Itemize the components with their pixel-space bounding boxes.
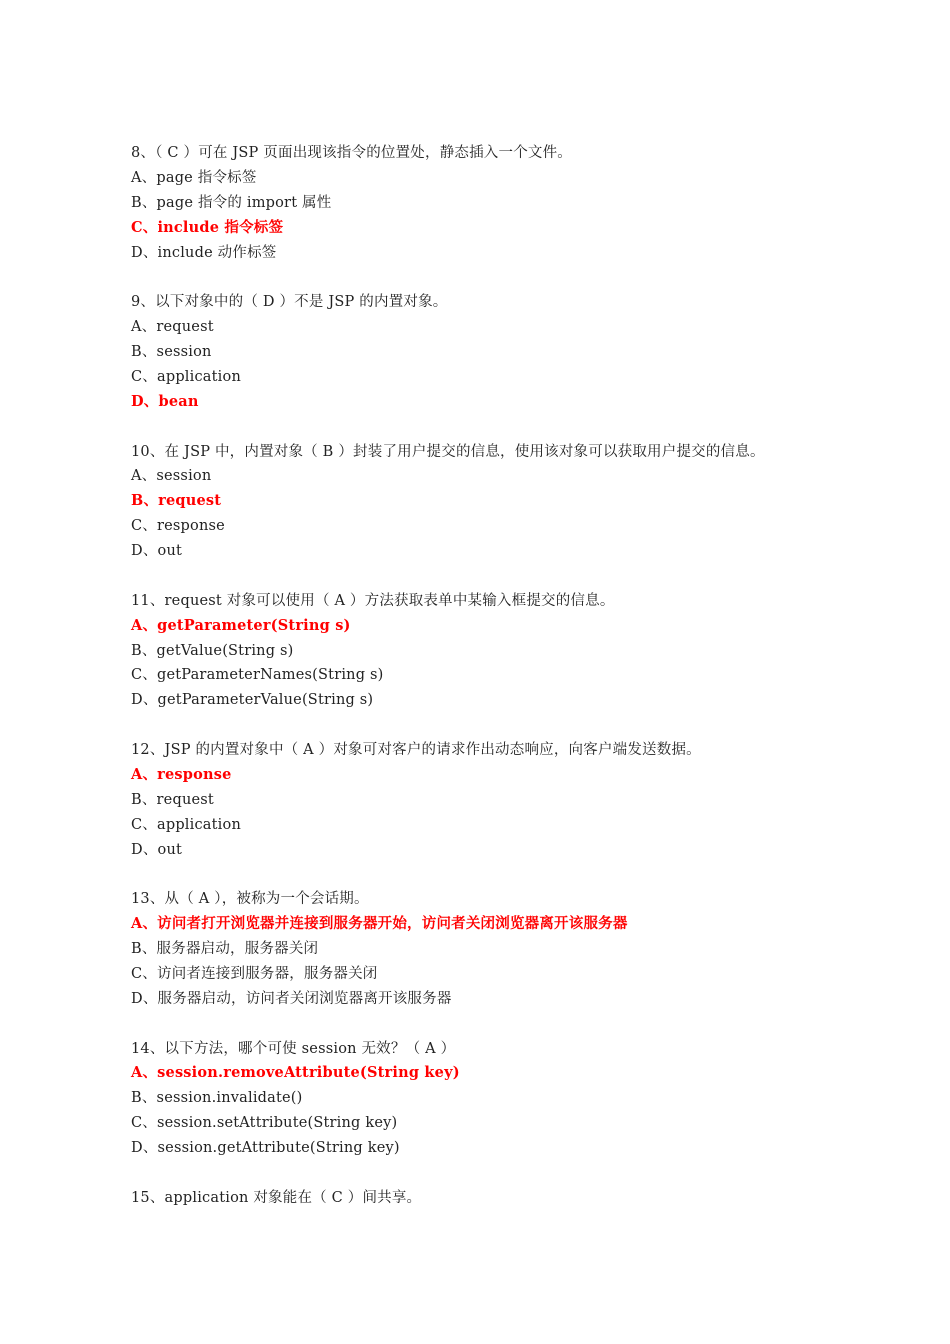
answer-option-correct: A、session.removeAttribute(String key) bbox=[131, 1064, 460, 1082]
answer-option: A、page 指令标签 bbox=[131, 169, 257, 186]
answer-option: D、out bbox=[131, 543, 183, 560]
question-stem: 15、application 对象能在（ C ）间共享。 bbox=[131, 1189, 422, 1206]
question-block bbox=[131, 290, 931, 414]
answer-option: B、page 指令的 import 属性 bbox=[131, 194, 332, 211]
question-stem: 9、以下对象中的（ D ）不是 JSP 的内置对象。 bbox=[131, 294, 448, 311]
question-block bbox=[131, 887, 931, 1011]
answer-option: C、application bbox=[131, 816, 241, 833]
answer-option: D、服务器启动，访问者关闭浏览器离开该服务器 bbox=[131, 990, 452, 1007]
answer-option: D、getParameterValue(String s) bbox=[131, 692, 374, 709]
answer-option: C、getParameterNames(String s) bbox=[131, 667, 384, 684]
question-block bbox=[131, 1037, 931, 1161]
question-stem: 8、（ C ）可在 JSP 页面出现该指令的位置处，静态插入一个文件。 bbox=[131, 145, 573, 161]
answer-option: B、session bbox=[131, 344, 212, 361]
question-stem: 14、以下方法，哪个可使 session 无效？（ A ） bbox=[131, 1040, 456, 1057]
question-block bbox=[131, 440, 931, 564]
answer-option: D、out bbox=[131, 841, 183, 858]
question-stem: 12、JSP 的内置对象中（ A ）对象可对客户的请求作出动态响应，向客户端发送数据。 bbox=[131, 742, 701, 758]
answer-option: D、session.getAttribute(String key) bbox=[131, 1140, 400, 1157]
answer-option-correct: A、getParameter(String s) bbox=[131, 616, 351, 634]
question-stem: 11、request 对象可以使用（ A ）方法获取表单中某输入框提交的信息。 bbox=[131, 592, 615, 609]
answer-option-correct: A、response bbox=[131, 765, 232, 783]
question-stem: 13、从（ A ），被称为一个会话期。 bbox=[131, 891, 369, 908]
answer-option: C、response bbox=[131, 518, 225, 535]
answer-option: B、session.invalidate() bbox=[131, 1090, 303, 1107]
answer-option: C、访问者连接到服务器，服务器关闭 bbox=[131, 965, 378, 982]
answer-option: B、服务器启动，服务器关闭 bbox=[131, 941, 319, 958]
question-block bbox=[131, 738, 931, 862]
answer-option: C、application bbox=[131, 368, 241, 385]
answer-option: A、session bbox=[131, 468, 212, 485]
question-block bbox=[131, 141, 931, 265]
question-block bbox=[131, 589, 931, 713]
answer-option-correct: C、include 指令标签 bbox=[131, 218, 284, 236]
question-block bbox=[131, 1186, 931, 1211]
question-stem: 10、在 JSP 中，内置对象（ B ）封装了用户提交的信息，使用该对象可以获取用户提交的信息。 bbox=[131, 443, 765, 460]
question-list bbox=[131, 141, 931, 1235]
answer-option-correct: D、bean bbox=[131, 392, 199, 410]
answer-option-correct: A、访问者打开浏览器并连接到服务器开始，访问者关闭浏览器离开该服务器 bbox=[131, 915, 628, 933]
answer-option: C、session.setAttribute(String key) bbox=[131, 1115, 398, 1132]
answer-option: B、request bbox=[131, 791, 214, 808]
answer-option: B、getValue(String s) bbox=[131, 642, 294, 659]
answer-option: A、request bbox=[131, 319, 214, 336]
answer-option-correct: B、request bbox=[131, 492, 222, 510]
answer-option: D、include 动作标签 bbox=[131, 244, 277, 261]
